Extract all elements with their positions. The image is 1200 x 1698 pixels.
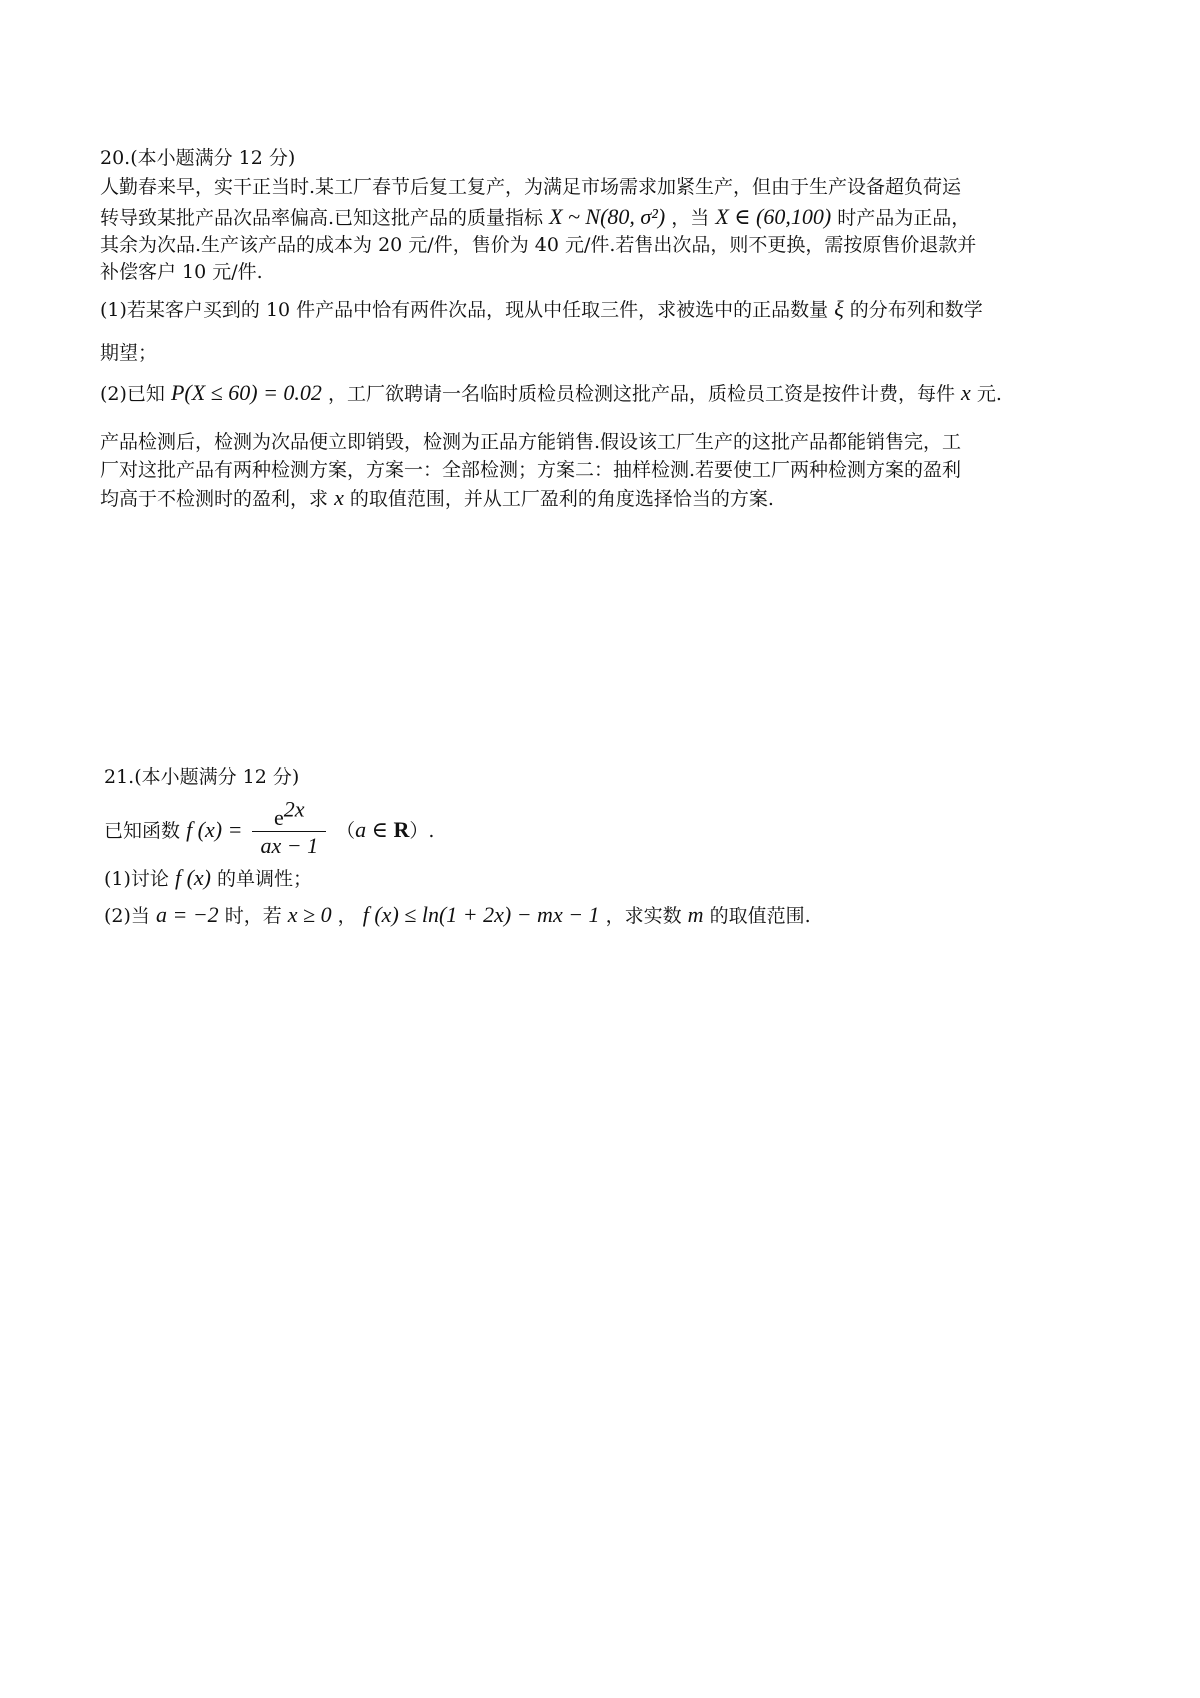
q20-part2-text: 的取值范围，并从工厂盈利的角度选择恰当的方案. [349,488,774,510]
q21-part1-line [104,866,312,891]
q20-part1-text: (1)若某客户买到的 10 件产品中恰有两件次品，现从中任取三件，求被选中的正品数量 [100,299,829,321]
q21-part2-text: ，求实数 [605,905,682,927]
q21-stem-text: 已知函数 [104,820,181,842]
q21-function-fraction [252,796,326,860]
q21-fraction-denominator: ax − 1 [252,831,326,860]
q20-part2-text: 元. [976,383,1002,405]
q21-stem-text: （ [336,820,356,842]
q21-stem-line [104,796,435,861]
q21-real-set-symbol: R [393,817,410,842]
q21-inequality: f (x) ≤ ln(1 + 2x) − mx − 1 [362,902,600,927]
q21-part1-text: 的单调性； [217,868,313,890]
q20-stem-text: 转导致某批产品次品率偏高.已知这批产品的质量指标 [100,207,544,229]
q20-part1-text: 的分布列和数学 [849,299,983,321]
q21-a-value: a = −2 [155,902,219,927]
q21-x-condition: x ≥ 0 [287,902,332,927]
q20-part2-line-1 [100,381,1002,406]
q21-part1-text: (1)讨论 [104,868,169,890]
q21-exp-base: e [274,804,284,830]
q20-x-variable: x [334,485,344,510]
q20-part2-line-2: 产品检测后，检测为次品便立即销毁，检测为正品方能销售.假设该工厂生产的这批产品都能销售完，工 [100,431,962,453]
q21-fraction-numerator [252,796,326,831]
q20-stem-line-1: 人勤春来早，实干正当时.某工厂春节后复工复产，为满足市场需求加紧生产，但由于生产设备超负荷运 [100,176,962,198]
q20-part2-text: 均高于不检测时的盈利，求 [100,488,329,510]
q20-part2-line-3: 厂对这批产品有两种检测方案，方案一：全部检测；方案二：抽样检测.若要使工厂两种检测方案的盈利 [100,459,962,481]
q20-distribution-formula: X ~ N(80, σ²) [549,204,666,229]
q21-part2-text: (2)当 [104,905,150,927]
q21-header: 21.(本小题满分 12 分) [104,766,300,788]
q21-part2-text: 的取值范围. [709,905,811,927]
q21-condition: a ∈ [355,817,394,842]
q20-part2-line-4 [100,486,774,511]
q20-stem-line-4: 补偿客户 10 元/件. [100,261,263,283]
q21-exp-power: 2x [283,796,305,822]
q21-stem-text: ）. [409,820,435,842]
q21-part2-text: 时，若 [224,905,282,927]
q20-part1-line-1 [100,297,983,322]
q20-part2-text: ，工厂欲聘请一名临时质检员检测这批产品，质检员工资是按件计费，每件 [327,383,955,405]
q20-stem-text: 时产品为正品， [837,207,971,229]
q21-part2-line [104,903,811,928]
q20-header: 20.(本小题满分 12 分) [100,147,296,169]
q21-function-ref: f (x) [174,865,211,890]
q20-xi-symbol: ξ [834,296,844,321]
q20-interval-formula: X ∈ (60,100) [715,204,832,229]
q20-part1-line-2: 期望； [100,342,158,364]
q20-probability-formula: P(X ≤ 60) = 0.02 [170,380,322,405]
q20-part2-text: (2)已知 [100,383,165,405]
q20-x-variable: x [961,380,971,405]
q20-stem-line-3: 其余为次品.生产该产品的成本为 20 元/件，售价为 40 元/件.若售出次品，则不更换，需按原售价退款并 [100,234,977,256]
q20-stem-text: ，当 [671,207,710,229]
q20-stem-line-2 [100,205,970,230]
q21-part2-text: ， [337,905,357,927]
q21-function-name: f (x) = [186,817,243,842]
q21-m-variable: m [687,902,704,927]
